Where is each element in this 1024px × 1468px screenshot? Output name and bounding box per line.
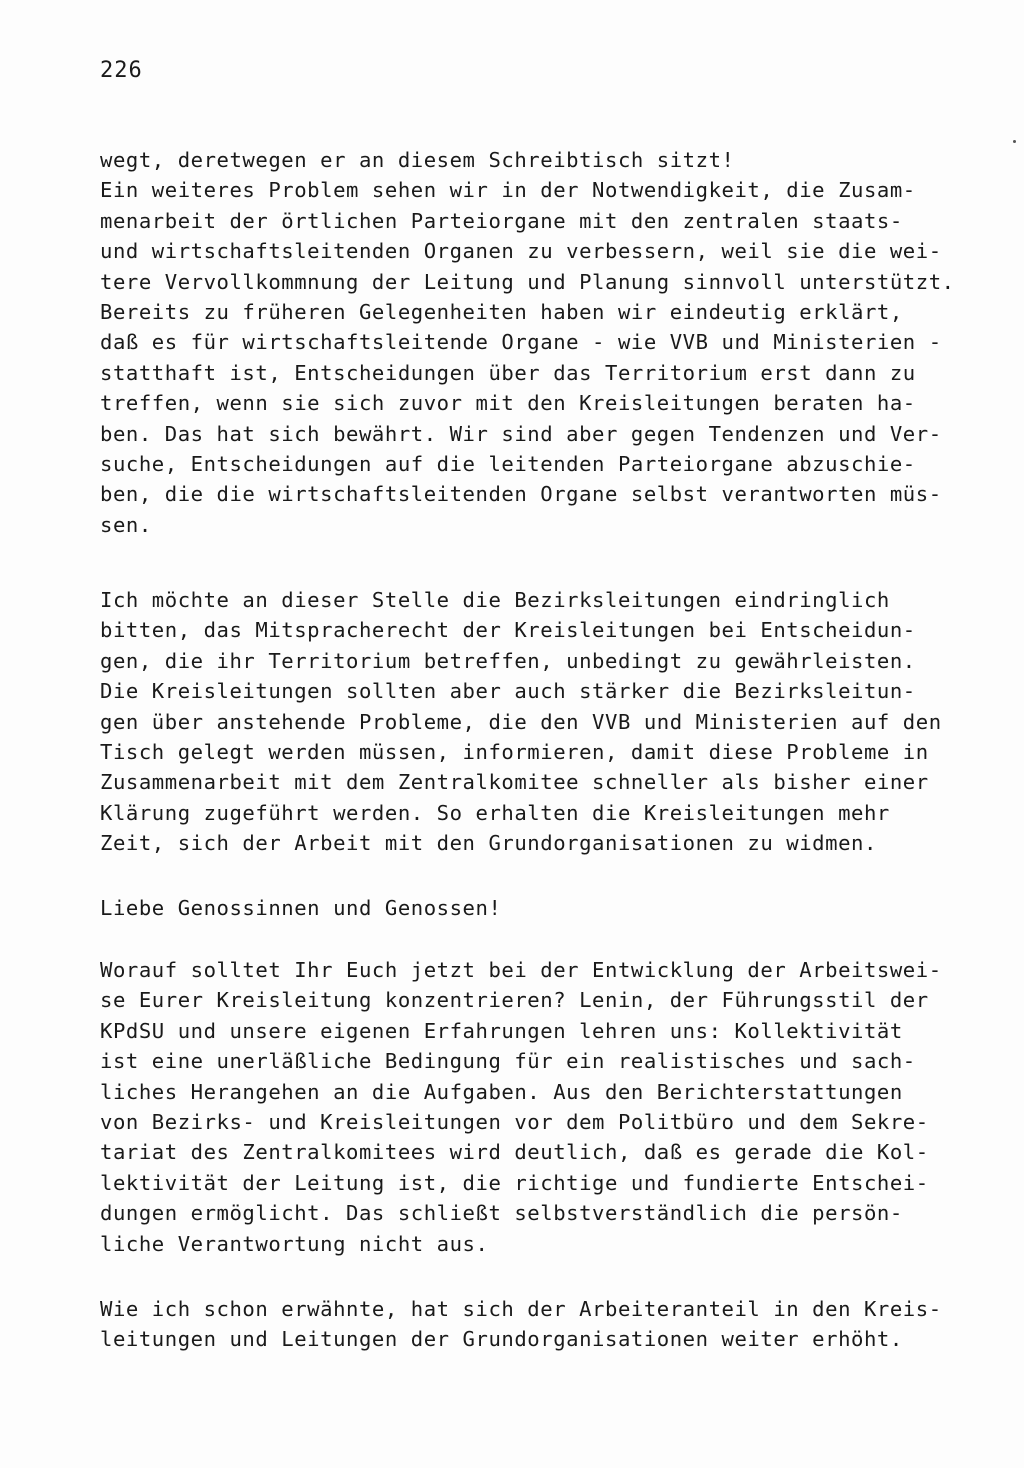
- page-number: 226: [100, 58, 143, 83]
- text-line: Tisch gelegt werden müssen, informieren, damit diese Probleme in: [100, 739, 929, 764]
- text-line: statthaft ist, Entscheidungen über das Territorium erst dann zu: [100, 360, 916, 385]
- paragraph: [100, 955, 960, 1259]
- text-line: Zusammenarbeit mit dem Zentralkomitee schneller als bisher einer: [100, 770, 929, 795]
- text-line: tere Vervollkommnung der Leitung und Planung sinnvoll unterstützt.: [100, 269, 955, 294]
- text-line: ben, die die wirtschaftsleitenden Organe selbst verantworten müs-: [100, 482, 942, 507]
- text-line: Worauf solltet Ihr Euch jetzt bei der Entwicklung der Arbeitswei-: [100, 958, 942, 982]
- text-line: wegt, deretwegen er an diesem Schreibtisch sitzt!: [100, 148, 735, 172]
- text-line: dungen ermöglicht. Das schließt selbstverständlich die persön-: [100, 1201, 903, 1226]
- text-line: gen, die ihr Territorium betreffen, unbedingt zu gewährleisten.: [100, 648, 916, 673]
- text-line: Ich möchte an dieser Stelle die Bezirksleitungen eindringlich: [100, 588, 890, 612]
- text-line: Bereits zu früheren Gelegenheiten haben wir eindeutig erklärt,: [100, 299, 903, 324]
- text-line: ben. Das hat sich bewährt. Wir sind aber gegen Tendenzen und Ver-: [100, 421, 942, 446]
- text-line: Zeit, sich der Arbeit mit den Grundorganisationen zu widmen.: [100, 831, 877, 856]
- text-line: suche, Entscheidungen auf die leitenden Parteiorgane abzuschie-: [100, 451, 916, 476]
- text-line: und wirtschaftsleitenden Organen zu verbessern, weil sie die wei-: [100, 239, 942, 264]
- paragraph: [100, 893, 960, 923]
- text-line: leitungen und Leitungen der Grundorganisationen weiter erhöht.: [100, 1327, 903, 1352]
- text-line: daß es für wirtschaftsleitende Organe - wie VVB und Ministerien -: [100, 330, 942, 355]
- text-line: Liebe Genossinnen und Genossen!: [100, 896, 502, 920]
- text-line: liches Herangehen an die Aufgaben. Aus den Berichterstattungen: [100, 1079, 903, 1104]
- text-line: Wie ich schon erwähnte, hat sich der Arbeiteranteil in den Kreis-: [100, 1297, 942, 1321]
- text-line: Die Kreisleitungen sollten aber auch stärker die Bezirksleitun-: [100, 679, 916, 704]
- text-line: Ein weiteres Problem sehen wir in der Notwendigkeit, die Zusam-: [100, 178, 916, 203]
- paragraph: [100, 1294, 960, 1355]
- text-line: se Eurer Kreisleitung konzentrieren? Lenin, der Führungsstil der: [100, 988, 929, 1013]
- text-line: tariat des Zentralkomitees wird deutlich, daß es gerade die Kol-: [100, 1140, 929, 1165]
- text-line: gen über anstehende Probleme, die den VVB und Ministerien auf den: [100, 709, 942, 734]
- text-line: lektivität der Leitung ist, die richtige und fundierte Entschei-: [100, 1170, 929, 1195]
- scan-speck: [1013, 140, 1016, 143]
- paragraph: [100, 585, 960, 859]
- text-line: Klärung zugeführt werden. So erhalten die Kreisleitungen mehr: [100, 800, 890, 825]
- text-line: liche Verantwortung nicht aus.: [100, 1231, 489, 1256]
- text-line: von Bezirks- und Kreisleitungen vor dem Politbüro und dem Sekre-: [100, 1109, 929, 1134]
- text-line: ist eine unerläßliche Bedingung für ein realistisches und sach-: [100, 1049, 916, 1074]
- text-line: KPdSU und unsere eigenen Erfahrungen lehren uns: Kollektivität: [100, 1018, 903, 1043]
- text-line: treffen, wenn sie sich zuvor mit den Kreisleitungen beraten ha-: [100, 391, 916, 416]
- text-line: sen.: [100, 512, 152, 537]
- text-line: bitten, das Mitspracherecht der Kreisleitungen bei Entscheidun-: [100, 618, 916, 643]
- text-line: menarbeit der örtlichen Parteiorgane mit den zentralen staats-: [100, 208, 903, 233]
- paragraph: [100, 145, 960, 540]
